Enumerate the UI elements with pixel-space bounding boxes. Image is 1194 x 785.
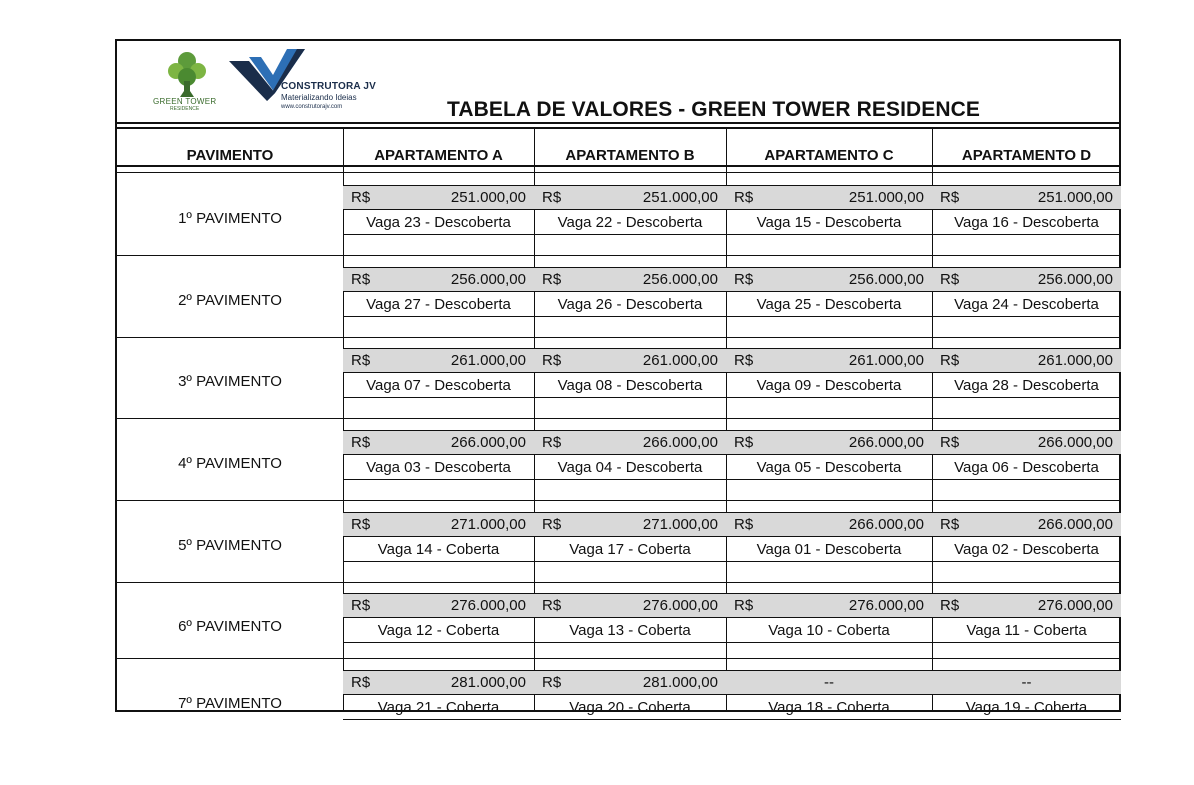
currency-symbol: R$ — [940, 352, 960, 369]
unit-price-cell — [726, 670, 932, 695]
unit-price-value: 266.000,00 — [848, 516, 924, 533]
floor-divider — [117, 337, 1119, 338]
unit-price-value: -- — [1021, 674, 1032, 691]
currency-symbol: R$ — [940, 434, 960, 451]
floor-label: 5º PAVIMENTO — [178, 537, 282, 554]
currency-symbol: R$ — [351, 597, 371, 614]
parking-spot-cell: Vaga 21 - Coberta — [343, 695, 534, 720]
parking-spot-cell: Vaga 03 - Descoberta — [343, 455, 534, 480]
currency-symbol: R$ — [542, 271, 562, 288]
column-header-pavimento: PAVIMENTO — [186, 146, 274, 164]
parking-spot-cell: Vaga 22 - Descoberta — [534, 210, 726, 235]
unit-price-value: 276.000,00 — [450, 597, 526, 614]
currency-symbol: R$ — [542, 189, 562, 206]
unit-price-cell — [343, 267, 534, 292]
unit-price-cell — [343, 430, 534, 455]
unit-price-value: 266.000,00 — [1037, 516, 1113, 533]
unit-price-cell — [932, 593, 1121, 618]
unit-price-cell — [726, 512, 932, 537]
divider — [117, 165, 1119, 167]
parking-spot-cell: Vaga 11 - Coberta — [932, 618, 1121, 643]
divider — [117, 127, 1119, 129]
floor-label: 2º PAVIMENTO — [178, 292, 282, 309]
unit-price-value: 261.000,00 — [1037, 352, 1113, 369]
green-tower-logo-subtext: RESIDENCE — [170, 106, 200, 112]
parking-spot-cell: Vaga 15 - Descoberta — [726, 210, 932, 235]
divider — [117, 172, 1119, 173]
parking-spot-cell: Vaga 18 - Coberta — [726, 695, 932, 720]
parking-spot-cell: Vaga 28 - Descoberta — [932, 373, 1121, 398]
unit-price-cell — [343, 670, 534, 695]
parking-spot-cell: Vaga 17 - Coberta — [534, 537, 726, 562]
currency-symbol: R$ — [542, 674, 562, 691]
currency-symbol: R$ — [351, 674, 371, 691]
floor-divider — [117, 582, 1119, 583]
unit-price-value: 261.000,00 — [450, 352, 526, 369]
unit-price-cell — [932, 185, 1121, 210]
construtora-jv-url: www.construtorajv.com — [281, 104, 343, 110]
unit-price-value: 251.000,00 — [450, 189, 526, 206]
parking-spot-cell: Vaga 24 - Descoberta — [932, 292, 1121, 317]
unit-price-cell — [726, 430, 932, 455]
unit-price-cell — [534, 430, 726, 455]
currency-symbol: R$ — [351, 434, 371, 451]
parking-spot-cell: Vaga 08 - Descoberta — [534, 373, 726, 398]
unit-price-cell — [932, 348, 1121, 373]
floor-label: 1º PAVIMENTO — [178, 210, 282, 227]
unit-price-value: 256.000,00 — [642, 271, 718, 288]
unit-price-cell — [534, 670, 726, 695]
floor-label: 4º PAVIMENTO — [178, 455, 282, 472]
parking-spot-cell: Vaga 04 - Descoberta — [534, 455, 726, 480]
column-header-apartamento-b: APARTAMENTO B — [565, 146, 695, 164]
unit-price-value: 266.000,00 — [1037, 434, 1113, 451]
parking-spot-cell: Vaga 16 - Descoberta — [932, 210, 1121, 235]
parking-spot-cell: Vaga 02 - Descoberta — [932, 537, 1121, 562]
floor-divider — [117, 500, 1119, 501]
parking-spot-cell: Vaga 06 - Descoberta — [932, 455, 1121, 480]
parking-spot-cell: Vaga 19 - Coberta — [932, 695, 1121, 720]
floor-divider — [117, 418, 1119, 419]
currency-symbol: R$ — [734, 597, 754, 614]
currency-symbol: R$ — [351, 352, 371, 369]
currency-symbol: R$ — [940, 271, 960, 288]
unit-price-value: 261.000,00 — [848, 352, 924, 369]
unit-price-value: 266.000,00 — [450, 434, 526, 451]
unit-price-cell — [534, 185, 726, 210]
unit-price-value: 271.000,00 — [642, 516, 718, 533]
table-header — [117, 41, 1119, 122]
unit-price-value: 276.000,00 — [848, 597, 924, 614]
floor-label: 3º PAVIMENTO — [178, 373, 282, 390]
currency-symbol: R$ — [542, 516, 562, 533]
unit-price-cell — [932, 512, 1121, 537]
currency-symbol: R$ — [734, 516, 754, 533]
unit-price-cell — [343, 348, 534, 373]
column-header-apartamento-d: APARTAMENTO D — [961, 146, 1092, 164]
currency-symbol: R$ — [542, 434, 562, 451]
parking-spot-cell: Vaga 27 - Descoberta — [343, 292, 534, 317]
unit-price-cell — [343, 185, 534, 210]
currency-symbol: R$ — [542, 352, 562, 369]
unit-price-cell — [534, 267, 726, 292]
unit-price-cell — [343, 593, 534, 618]
unit-price-cell — [534, 348, 726, 373]
parking-spot-cell: Vaga 05 - Descoberta — [726, 455, 932, 480]
parking-spot-cell: Vaga 14 - Coberta — [343, 537, 534, 562]
currency-symbol: R$ — [351, 516, 371, 533]
parking-spot-cell: Vaga 13 - Coberta — [534, 618, 726, 643]
currency-symbol: R$ — [734, 352, 754, 369]
currency-symbol: R$ — [940, 189, 960, 206]
unit-price-value: 281.000,00 — [642, 674, 718, 691]
parking-spot-cell: Vaga 26 - Descoberta — [534, 292, 726, 317]
unit-price-cell — [932, 670, 1121, 695]
floor-divider — [117, 658, 1119, 659]
unit-price-value: 251.000,00 — [642, 189, 718, 206]
currency-symbol: R$ — [351, 271, 371, 288]
price-table-sheet — [115, 39, 1121, 716]
unit-price-value: 261.000,00 — [642, 352, 718, 369]
currency-symbol: R$ — [940, 516, 960, 533]
parking-spot-cell: Vaga 23 - Descoberta — [343, 210, 534, 235]
unit-price-value: 251.000,00 — [1037, 189, 1113, 206]
construtora-jv-slogan: Materializando Ideias — [281, 93, 357, 102]
unit-price-cell — [726, 593, 932, 618]
unit-price-cell — [726, 185, 932, 210]
unit-price-value: 251.000,00 — [848, 189, 924, 206]
unit-price-cell — [534, 512, 726, 537]
unit-price-cell — [343, 512, 534, 537]
parking-spot-cell: Vaga 20 - Coberta — [534, 695, 726, 720]
parking-spot-cell: Vaga 01 - Descoberta — [726, 537, 932, 562]
unit-price-value: 276.000,00 — [1037, 597, 1113, 614]
unit-price-cell — [534, 593, 726, 618]
parking-spot-cell: Vaga 09 - Descoberta — [726, 373, 932, 398]
currency-symbol: R$ — [351, 189, 371, 206]
floor-label: 6º PAVIMENTO — [178, 618, 282, 635]
floor-label: 7º PAVIMENTO — [178, 695, 282, 712]
floor-divider — [117, 255, 1119, 256]
parking-spot-cell: Vaga 25 - Descoberta — [726, 292, 932, 317]
unit-price-cell — [932, 267, 1121, 292]
parking-spot-cell: Vaga 10 - Coberta — [726, 618, 932, 643]
unit-price-cell — [726, 267, 932, 292]
currency-symbol: R$ — [734, 434, 754, 451]
unit-price-value: -- — [824, 674, 834, 691]
unit-price-value: 256.000,00 — [848, 271, 924, 288]
column-header-apartamento-a: APARTAMENTO A — [374, 146, 503, 164]
unit-price-value: 256.000,00 — [1037, 271, 1113, 288]
column-header-apartamento-c: APARTAMENTO C — [764, 146, 894, 164]
unit-price-value: 256.000,00 — [450, 271, 526, 288]
unit-price-cell — [932, 430, 1121, 455]
unit-price-cell — [726, 348, 932, 373]
green-tower-logo-text: GREEN TOWER — [153, 97, 217, 106]
page-title: TABELA DE VALORES - GREEN TOWER RESIDENCE — [447, 98, 981, 121]
unit-price-value: 281.000,00 — [450, 674, 526, 691]
unit-price-value: 276.000,00 — [642, 597, 718, 614]
currency-symbol: R$ — [734, 189, 754, 206]
parking-spot-cell: Vaga 12 - Coberta — [343, 618, 534, 643]
parking-spot-cell: Vaga 07 - Descoberta — [343, 373, 534, 398]
unit-price-value: 266.000,00 — [848, 434, 924, 451]
currency-symbol: R$ — [940, 597, 960, 614]
unit-price-value: 266.000,00 — [642, 434, 718, 451]
currency-symbol: R$ — [734, 271, 754, 288]
construtora-jv-logo-text: CONSTRUTORA JV — [281, 81, 377, 92]
currency-symbol: R$ — [542, 597, 562, 614]
divider — [117, 122, 1119, 124]
unit-price-value: 271.000,00 — [450, 516, 526, 533]
